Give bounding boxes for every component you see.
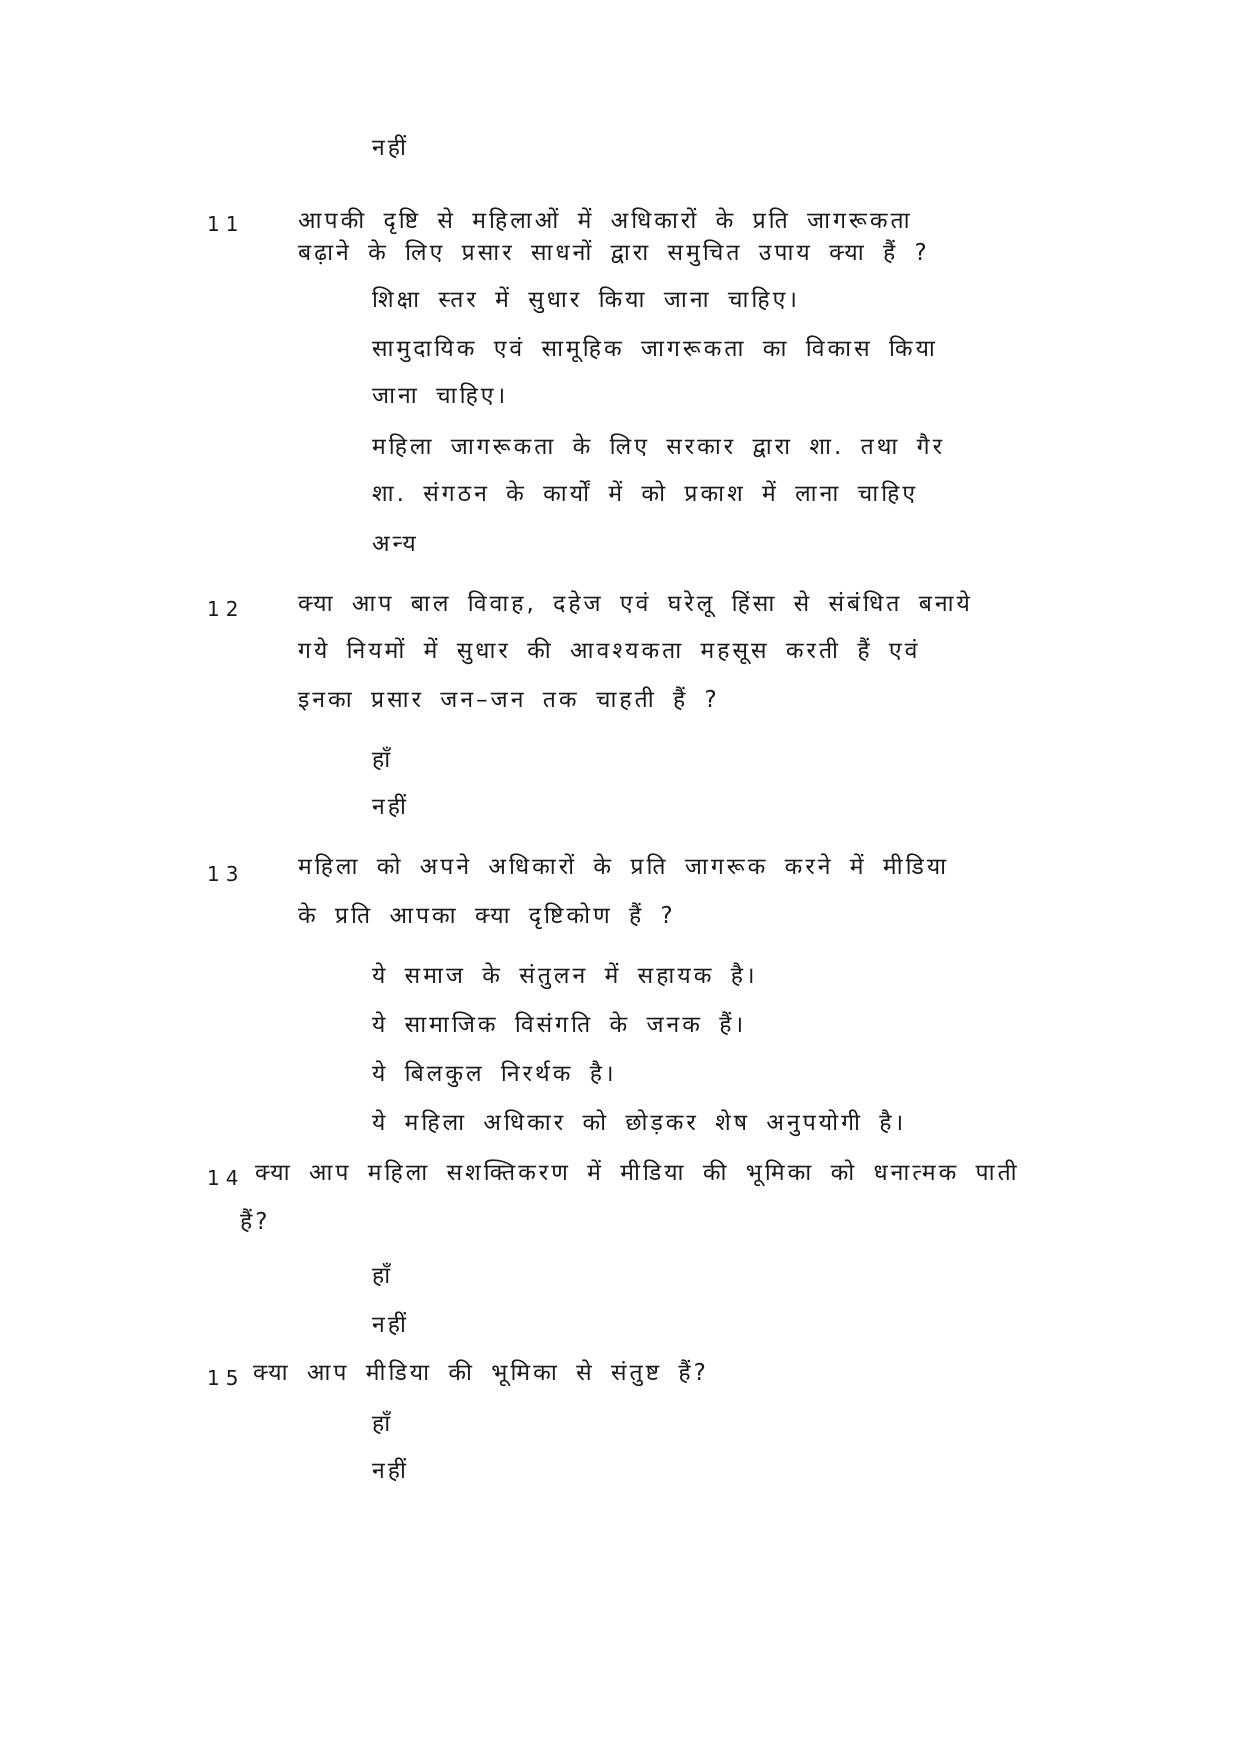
option-yes: हाँ bbox=[372, 1411, 394, 1437]
question-number: 12 bbox=[207, 597, 245, 621]
question-number: 11 bbox=[207, 212, 245, 236]
question-text: इनका प्रसार जन–जन तक चाहती हैं ? bbox=[298, 687, 720, 713]
answer-option: जाना चाहिए। bbox=[372, 383, 509, 409]
question-text: आपकी दृष्टि से महिलाओं में अधिकारों के प्रति जागरूकता bbox=[298, 208, 913, 234]
question-text: बढ़ाने के लिए प्रसार साधनों द्वारा समुचित उपाय क्या हैं ? bbox=[298, 240, 930, 266]
answer-option: शिक्षा स्तर में सुधार किया जाना चाहिए। bbox=[372, 287, 801, 313]
option-no: नहीं bbox=[372, 1458, 409, 1484]
option-yes: हाँ bbox=[372, 747, 394, 773]
question-text: क्या आप बाल विवाह, दहेज एवं घरेलू हिंसा से संबंधित बनाये bbox=[298, 591, 973, 617]
answer-option: ये समाज के संतुलन में सहायक है। bbox=[372, 963, 758, 989]
option-no: नहीं bbox=[372, 794, 409, 820]
question-number: 13 bbox=[207, 862, 245, 886]
option-no: नहीं bbox=[372, 135, 409, 161]
answer-option: शा. संगठन के कार्यों में को प्रकाश में लाना चाहिए bbox=[372, 481, 919, 507]
answer-option: ये बिलकुल निरर्थक है। bbox=[372, 1061, 617, 1087]
answer-option: सामुदायिक एवं सामूहिक जागरूकता का विकास किया bbox=[372, 336, 938, 362]
question-text: क्या आप महिला सशक्तिकरण में मीडिया की भूमिका को धनात्मक पाती bbox=[255, 1160, 1020, 1186]
question-text: हैं? bbox=[240, 1209, 271, 1235]
answer-option: ये सामाजिक विसंगति के जनक हैं। bbox=[372, 1012, 747, 1038]
question-text: क्या आप मीडिया की भूमिका से संतुष्ट हैं? bbox=[253, 1360, 709, 1386]
option-yes: हाँ bbox=[372, 1263, 394, 1289]
question-number: 15 bbox=[207, 1366, 245, 1390]
answer-option: महिला जागरूकता के लिए सरकार द्वारा शा. तथा गैर bbox=[372, 434, 946, 460]
question-text: के प्रति आपका क्या दृष्टिकोण हैं ? bbox=[298, 903, 676, 929]
answer-option: ये महिला अधिकार को छोड़कर शेष अनुपयोगी है। bbox=[372, 1110, 907, 1136]
answer-option: अन्य bbox=[372, 531, 419, 557]
option-no: नहीं bbox=[372, 1312, 409, 1338]
question-number: 14 bbox=[207, 1166, 245, 1190]
question-text: गये नियमों में सुधार की आवश्यकता महसूस करती हैं एवं bbox=[298, 638, 921, 664]
question-text: महिला को अपने अधिकारों के प्रति जागरूक करने में मीडिया bbox=[298, 854, 950, 880]
